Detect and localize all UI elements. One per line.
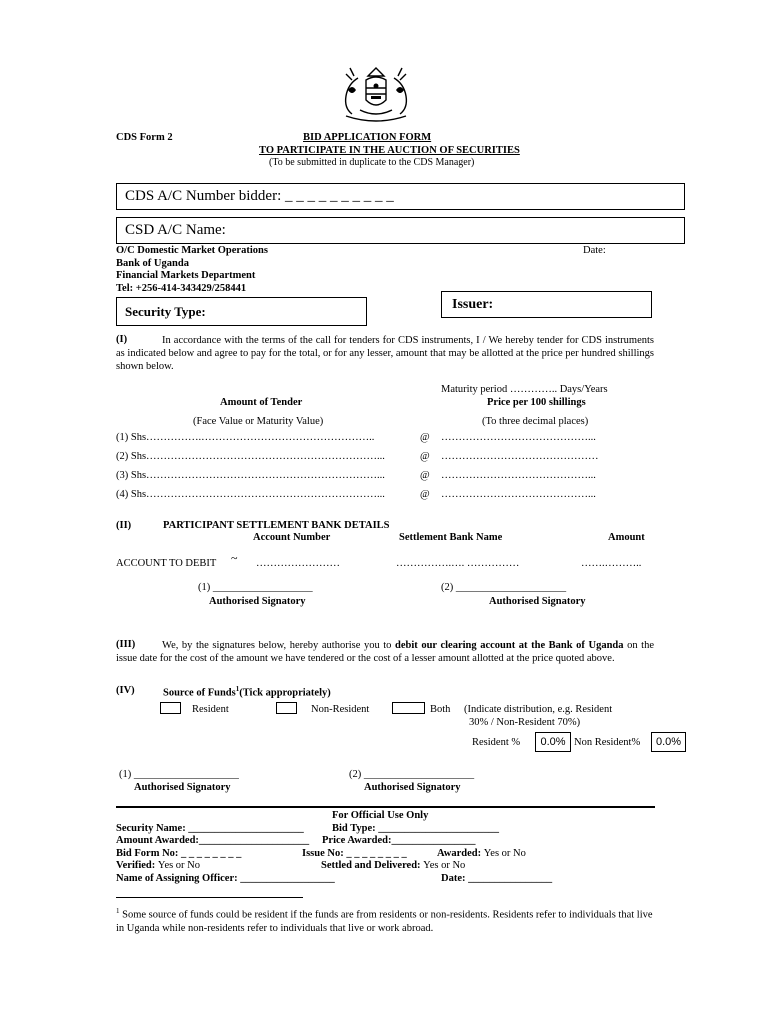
- debit-amount[interactable]: …….………..: [581, 558, 642, 569]
- section-2-signature-1-line[interactable]: (1) ___________________: [198, 582, 313, 593]
- address-line-4: Tel: +256-414-343429/258441: [116, 283, 247, 294]
- official-verified-label: Verified:: [116, 860, 158, 871]
- section-2-signatory-1-label: Authorised Signatory: [209, 596, 306, 607]
- date-label: Date:: [583, 245, 606, 256]
- price-heading: Price per 100 shillings: [487, 397, 586, 408]
- official-verified: [116, 860, 200, 871]
- account-to-debit-label: ACCOUNT TO DEBIT: [116, 558, 217, 569]
- both-option-label: Both: [430, 704, 451, 715]
- amount-subheading: (Face Value or Maturity Value): [193, 416, 324, 427]
- section-4-signature-1-line[interactable]: (1) ____________________: [119, 769, 239, 780]
- both-distribution-note-2: 30% / Non-Resident 70%): [469, 717, 581, 728]
- tender-row-2-at: @: [420, 451, 430, 462]
- official-settled: [321, 860, 465, 871]
- col-settlement-bank: Settlement Bank Name: [399, 532, 503, 543]
- section-3-text-bold: debit our clearing account at the Bank of Uganda: [395, 640, 624, 651]
- section-3-text: [116, 639, 654, 665]
- official-settled-value: Yes or No: [423, 860, 466, 871]
- amount-of-tender-heading: Amount of Tender: [220, 397, 303, 408]
- tender-row-3-price[interactable]: ……………………………………...: [441, 470, 596, 481]
- official-use-title: For Official Use Only: [332, 810, 429, 821]
- official-date: Date: ________________: [441, 873, 553, 884]
- maturity-period-text: Maturity period ………….. Days/Years: [441, 384, 608, 395]
- official-use-divider: [116, 806, 655, 808]
- official-amount-awarded: Amount Awarded:_____________________: [116, 835, 310, 846]
- footnote-text: [116, 905, 656, 935]
- address-line-2: Bank of Uganda: [116, 258, 189, 269]
- tick-instruction: (Tick appropriately): [239, 687, 331, 699]
- tender-row-4-amount[interactable]: (4) Shs…………………………………………………………...: [116, 489, 385, 500]
- maturity-period: [441, 384, 608, 395]
- section-2-title: PARTICIPANT SETTLEMENT BANK DETAILS: [163, 520, 390, 531]
- section-4-signature-2-line[interactable]: (2) _____________________: [349, 769, 475, 780]
- issuer-box[interactable]: [441, 291, 652, 318]
- form-number: CDS Form 2: [116, 132, 173, 143]
- coat-of-arms-emblem: [338, 66, 414, 126]
- form-title: BID APPLICATION FORM: [303, 132, 432, 143]
- form-subtitle: TO PARTICIPATE IN THE AUCTION OF SECURITIES: [259, 145, 520, 156]
- tender-row-1-at: @: [420, 432, 430, 443]
- resident-percent-label: Resident %: [472, 737, 521, 748]
- security-type-box[interactable]: [116, 297, 367, 326]
- section-2-signature-2-line[interactable]: (2) _____________________: [441, 582, 567, 593]
- cds-account-label: CDS A/C Number bidder: _ _ _ _ _ _ _ _ _ _: [125, 188, 394, 204]
- section-4-signatory-1-label: Authorised Signatory: [134, 782, 231, 793]
- security-type-label: Security Type:: [125, 304, 206, 319]
- section-2-number: (II): [116, 520, 132, 531]
- tender-row-3-amount[interactable]: (3) Shs…………………………………………………………...: [116, 470, 385, 481]
- footnote-mark: 1: [116, 907, 120, 915]
- tender-row-3-at: @: [420, 470, 430, 481]
- official-security-name: Security Name: ______________________: [116, 823, 304, 834]
- tilde-mark: ~: [231, 551, 238, 565]
- section-1-text: In accordance with the terms of the call for tenders for CDS instruments, I / We hereby tender for CDS instruments as indicated below and agree to pay for the total, or for any lesser, amount that may be allotted at the price per hundred shillings shown below.: [116, 335, 654, 372]
- issuer-label: Issuer:: [452, 297, 494, 312]
- address-line-3: Financial Markets Department: [116, 270, 256, 281]
- resident-percent-field[interactable]: 0.0%: [535, 732, 571, 752]
- official-assigning-officer: Name of Assigning Officer: __________________: [116, 873, 335, 884]
- address-line-1: O/C Domestic Market Operations: [116, 245, 268, 256]
- section-4-number: (IV): [116, 685, 135, 696]
- official-bid-form-no: Bid Form No: _ _ _ _ _ _ _ _: [116, 848, 242, 859]
- tender-row-4-price[interactable]: ……………………………………...: [441, 489, 596, 500]
- official-settled-label: Settled and Delivered:: [321, 860, 424, 871]
- non-resident-percent-label: Non Resident%: [574, 737, 641, 748]
- official-verified-value: Yes or No: [157, 860, 201, 871]
- footnote-separator: [116, 897, 303, 898]
- tender-row-1-price[interactable]: ……………………………………...: [441, 432, 596, 443]
- non-resident-option-label: Non-Resident: [311, 704, 370, 715]
- official-issue-no: Issue No: _ _ _ _ _ _ _ _: [302, 848, 407, 859]
- tender-row-4-at: @: [420, 489, 430, 500]
- non-resident-checkbox[interactable]: [276, 702, 297, 714]
- tender-row-2-amount[interactable]: (2) Shs…………………………………………………………...: [116, 451, 385, 462]
- official-awarded: [437, 848, 526, 859]
- csd-account-name-box[interactable]: [116, 217, 685, 244]
- section-3-text-a: We, by the signatures below, hereby authorise you to: [162, 640, 396, 651]
- footnote-body: Some source of funds could be resident if the funds are from residents or non-residents. Residents refer to individuals that live in Uganda while non-residents refer to individuals that live or work abroad.: [116, 909, 653, 934]
- tender-row-1-amount[interactable]: (1) Shs…………….…………………………………………..: [116, 432, 375, 443]
- footnote-ref: 1: [235, 685, 240, 693]
- section-4-signatory-2-label: Authorised Signatory: [364, 782, 461, 793]
- tender-row-2-price[interactable]: ………………………………………: [441, 451, 599, 462]
- col-account-number: Account Number: [253, 532, 331, 543]
- source-of-funds-label: Source of Funds: [163, 687, 236, 699]
- both-distribution-note-1: (Indicate distribution, e.g. Resident: [464, 704, 613, 715]
- section-2-signatory-2-label: Authorised Signatory: [489, 596, 586, 607]
- both-checkbox[interactable]: [392, 702, 425, 714]
- section-3-number: (III): [116, 639, 136, 650]
- debit-account-number[interactable]: ……………………: [256, 558, 340, 569]
- source-of-funds-title: [163, 685, 331, 699]
- cds-account-box[interactable]: [116, 183, 685, 210]
- resident-option-label: Resident: [192, 704, 229, 715]
- resident-checkbox[interactable]: [160, 702, 181, 714]
- debit-settlement-bank[interactable]: …………….…. ……………: [396, 558, 520, 569]
- col-amount: Amount: [608, 532, 645, 543]
- price-subheading: (To three decimal places): [482, 416, 589, 427]
- csd-account-name-label: CSD A/C Name:: [125, 222, 226, 238]
- section-1-number: (I): [116, 334, 128, 345]
- official-awarded-value: Yes or No: [483, 848, 526, 859]
- non-resident-percent-field[interactable]: 0.0%: [651, 732, 686, 752]
- official-awarded-label: Awarded:: [437, 848, 484, 859]
- submission-note: (To be submitted in duplicate to the CDS Manager): [269, 157, 475, 168]
- official-bid-type: Bid Type: _______________________: [332, 823, 500, 834]
- official-price-awarded: Price Awarded:________________: [322, 835, 476, 846]
- section-3-text-b: on the issue date for the cost of the amount we have tendered or the cost of a lesser amount allotted at the price quoted above.: [116, 640, 654, 664]
